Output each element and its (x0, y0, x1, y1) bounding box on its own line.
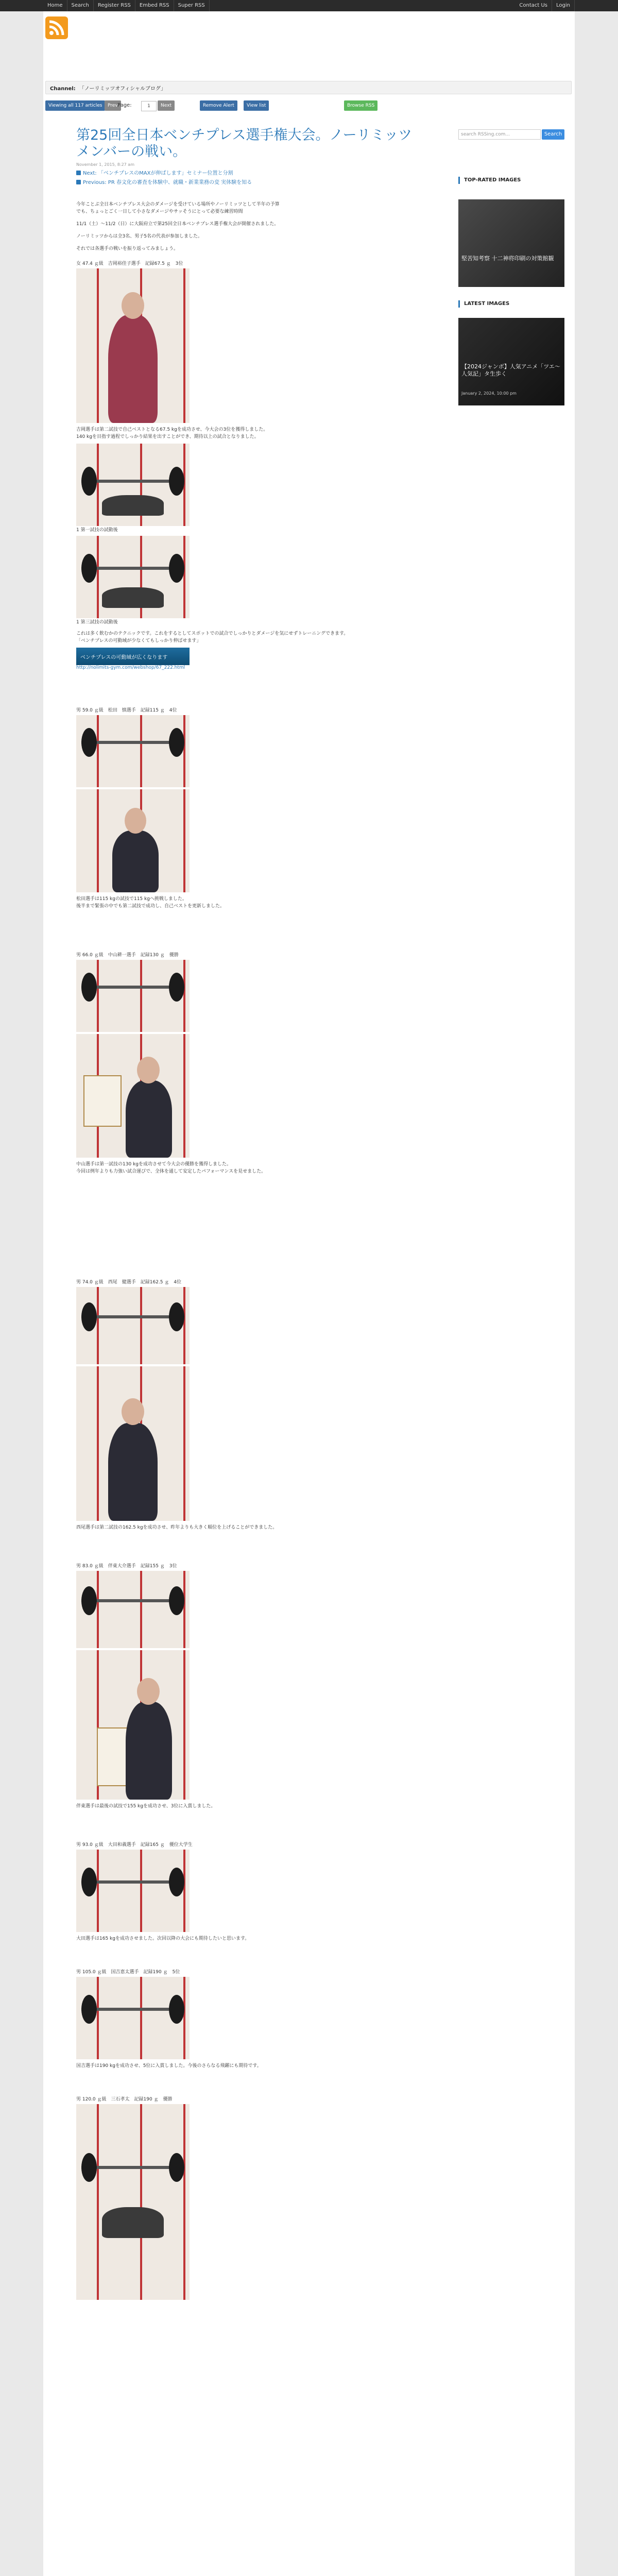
section-paragraph: 今回は例年よりも力強い試合運びで、全体を通して安定したパフォーマンスを見せました。 (76, 1169, 266, 1174)
article-title[interactable]: 第25回全日本ベンチプレス選手権大会。ノーリミッツメンバーの戦い。 (76, 127, 413, 160)
top-navigation-bar (0, 0, 618, 11)
next-page-button[interactable]: Next (158, 100, 175, 111)
previous-arrow-icon (76, 180, 81, 184)
athlete-photo (76, 789, 190, 892)
previous-article-text: Previous: PR 春文化の審査を体験中、就職・新業業務の変 実体験を知る (83, 180, 252, 185)
section-paragraph: 松田選手は115 kgの試技で115 kgへ挑戦しました。 (76, 896, 187, 902)
previous-article-link[interactable] (76, 178, 426, 185)
next-article-link[interactable] (76, 168, 426, 176)
latest-image[interactable] (458, 318, 564, 405)
nav-home[interactable]: Home (43, 0, 67, 11)
section-paragraph: 西尾選手は第二試技の162.5 kgを成功させ、昨年よりも大きく順位を上げることができました。 (76, 1525, 278, 1530)
section-paragraph: 大田選手は165 kgを成功させました。次回以降の大会にも期待したいと思います。 (76, 1936, 250, 1941)
bench-press-photo (76, 536, 190, 618)
athlete-photo (76, 1650, 190, 1800)
bench-press-photo (76, 960, 190, 1032)
article-date: November 1, 2015, 8:27 am (76, 162, 134, 167)
next-article-text: Next: 「ベンチプレスのMAXが伸ばします」セミナー位置と分割 (83, 171, 233, 176)
top-rated-caption: 堅苦知考察 十二神将印刷の対策館観 (461, 255, 554, 262)
section-heading: 男 83.0 ｇ級 伴東大介選手 記録155 ｇ 3位 (76, 1564, 177, 1569)
section-heading: 男 120.0 ｇ級 三石孝太 記録190 ｇ 優勝 (76, 2097, 173, 2102)
remove-alert-button[interactable]: Remove Alert (200, 100, 237, 111)
intro-paragraph: でも、ちょっとごく一日して小さなダメージやサッそうにとって必要な練習時間 (76, 209, 243, 214)
section-heading: 男 105.0 ｇ級 国吉恵太選手 記録190 ｇ 5位 (76, 1970, 180, 1975)
latest-images-heading: LATEST IMAGES (458, 300, 570, 308)
bench-press-photo (76, 1287, 190, 1364)
nav-login[interactable]: Login (552, 0, 575, 11)
bench-press-photo (76, 1850, 190, 1932)
page-select[interactable]: 1 (141, 101, 157, 111)
athlete-photo (76, 268, 190, 423)
search-button[interactable]: Search (542, 129, 564, 140)
photo-caption: 1 第一試技の試動後 (76, 528, 118, 533)
athlete-photo (76, 1034, 190, 1158)
latest-date: January 2, 2024, 10:00 pm (461, 391, 517, 396)
nav-contact-us[interactable]: Contact Us (515, 0, 552, 11)
section-paragraph: 140 kgを目指す過程でしっかり結果を出すことができ、期待以上の試合となりました。 (76, 434, 259, 439)
top-rated-heading: TOP-RATED IMAGES (458, 177, 570, 184)
section-heading: 男 93.0 ｇ級 大田和義選手 記録165 ｇ 優位大学生 (76, 1842, 193, 1848)
bench-press-photo (76, 1571, 190, 1648)
page-frame (43, 11, 575, 2576)
prev-page-button[interactable]: Prev (105, 100, 121, 111)
article-toolbar (45, 100, 401, 112)
top-right-nav (515, 0, 575, 11)
section-heading: 男 59.0 ｇ級 松田 慎選手 記録115 ｇ 4位 (76, 708, 177, 713)
intro-paragraph: それでは各選手の戦いを振り返ってみましょう。 (76, 246, 179, 251)
webshop-banner[interactable] (76, 648, 190, 665)
view-list-button[interactable]: View list (244, 100, 269, 111)
section-paragraph: これは多く飲むかのテクニックです。これをするとしてスポットでの試合でしっかりとダメージを気にせずトレーニングできます。 (76, 631, 349, 636)
top-nav (43, 0, 210, 11)
intro-paragraph: 11/1（土）〜11/2（日）に大阪府立で第25回全日本ベンチプレス選手権大会が開催されました。 (76, 222, 279, 227)
nav-search[interactable]: Search (67, 0, 94, 11)
channel-name[interactable]: 「ノーリミッツオフィシャルブログ」 (79, 86, 166, 92)
intro-paragraph: 今年ことぶ全日本ベンチプレス大会のダメージを受けている場所やノーリミッツとして半年の予算 (76, 202, 280, 207)
section-paragraph: 「ベンチプレスの可動域が少なくてもしっかり伸ばせます」 (76, 638, 201, 643)
bench-press-photo (76, 715, 190, 787)
webshop-link[interactable]: http://nolimits-gym.com/webshop/67_222.html (76, 665, 185, 670)
banner-text: ベンチプレスの可動域が広くなります (80, 655, 168, 660)
section-paragraph: 国吉選手は190 kgを成功させ、5位に入賞しました。今後のさらなる飛躍にも期待です。 (76, 2063, 262, 2069)
channel-title (50, 84, 166, 92)
bench-press-photo (76, 444, 190, 526)
photo-caption: 1 第三試技の試動後 (76, 620, 118, 625)
viewing-count-button[interactable]: Viewing all 117 articles (45, 100, 105, 111)
section-heading: 女 47.4 ｇ級 吉岡裕佳子選手 記録67.5 ｇ 3位 (76, 261, 183, 266)
latest-caption: 【2024ジャンボ】人気アニメ「ツエ～人気記」タ生歩く (461, 363, 561, 377)
channel-label: Channel: (50, 86, 76, 92)
bench-press-photo (76, 2104, 190, 2300)
page-label: Page: (117, 103, 132, 108)
section-paragraph: 伴東選手は最後の試技で155 kgを成功させ、3位に入賞しました。 (76, 1804, 216, 1809)
nav-super-rss[interactable]: Super RSS (174, 0, 210, 11)
section-paragraph: 吉岡選手は第二試技で自己ベストとなる67.5 kgを成功させ、今大会の3位を獲得しました。 (76, 427, 268, 432)
bench-press-photo (76, 1977, 190, 2059)
section-paragraph: 中山選手は第一試技の130 kgを成功させて今大会の優勝を獲得しました。 (76, 1162, 231, 1167)
intro-paragraph: ノーリミッツからは全3名、男子5名の代表が参加しました。 (76, 234, 203, 239)
section-heading: 男 74.0 ｇ級 西尾 健選手 記録162.5 ｇ 4位 (76, 1280, 182, 1285)
nav-embed-rss[interactable]: Embed RSS (135, 0, 174, 11)
article (76, 127, 426, 2300)
top-rated-image[interactable] (458, 199, 564, 287)
section-paragraph: 後半まで緊張の中でも第二試技で成功し、自己ベストを更新しました。 (76, 904, 225, 909)
browse-rss-button[interactable]: Browse RSS (344, 100, 377, 111)
section-heading: 男 66.0 ｇ級 中山耕一選手 記録130 ｇ 優勝 (76, 953, 179, 958)
athlete-photo (76, 1366, 190, 1521)
rss-logo-icon[interactable] (45, 16, 68, 39)
search-input[interactable]: search RSSing.com... (458, 129, 541, 140)
nav-register-rss[interactable]: Register RSS (94, 0, 135, 11)
channel-bar (45, 81, 572, 94)
next-arrow-icon (76, 171, 81, 175)
